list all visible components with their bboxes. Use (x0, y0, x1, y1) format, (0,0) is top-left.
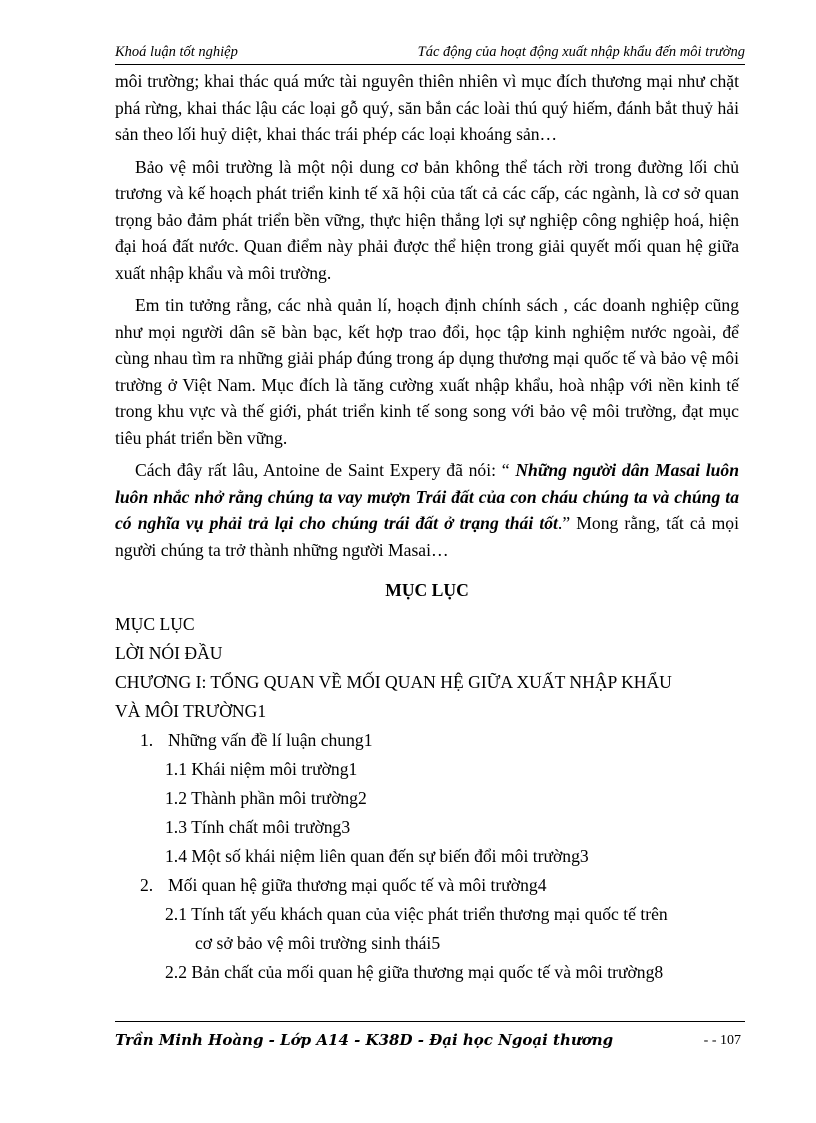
paragraph-3: Em tin tưởng rằng, các nhà quản lí, hoạch định chính sách , các doanh nghiệp cũng như mọi người dân sẽ bàn bạc, kết hợp trao đổi, học tập kinh nghiệm nước ngoài, để cùng nhau tìm ra những giải pháp đúng trong áp dụng thương mại quốc tế và bảo vệ môi trường ở Việt Nam. Mục đích là tăng cường xuất nhập khẩu, hoà nhập với nền kinh tế trong khu vực và thế giới, phát triển kinh tế song song với bảo vệ môi trường, đạt mục tiêu phát triển bền vững. (115, 295, 739, 448)
toc-entry[interactable]: CHƯƠNG I: TỔNG QUAN VỀ MỐI QUAN HỆ GIỮA XUẤT NHẬP KHẨU (115, 672, 672, 692)
paragraph-2: Bảo vệ môi trường là một nội dung cơ bản không thể tách rời trong đường lối chủ trương và kế hoạch phát triển kinh tế xã hội của tất cả các cấp, các ngành, là cơ sở quan trọng bảo đảm phát triển bền vững, thực hiện thắng lợi sự nghiệp công nghiệp hoá, hiện đại hoá đất nước. Quan điểm này phải được thể hiện trong giải quyết mối quan hệ giữa xuất nhập khẩu và môi trường. (115, 156, 739, 283)
toc-entry[interactable]: 1.2 Thành phần môi trường2 (165, 788, 367, 808)
page-number: - - 107 (703, 1033, 741, 1048)
toc-entry[interactable]: 1.1 Khái niệm môi trường1 (165, 759, 358, 779)
toc-entry[interactable] (115, 726, 745, 755)
toc-entry[interactable]: MỤC LỤC (115, 614, 195, 634)
page-footer (115, 1021, 745, 1048)
toc-entry[interactable]: 1.3 Tính chất môi trường3 (165, 817, 351, 837)
header-left-title: Khoá luận tốt nghiệp (115, 44, 238, 60)
toc-entry[interactable]: 2.1 Tính tất yếu khách quan của việc phát triển thương mại quốc tế trên (165, 904, 668, 924)
toc-entry-number: 1. (140, 730, 154, 750)
toc-entry[interactable]: VÀ MÔI TRƯỜNG1 (115, 701, 267, 721)
toc-entry-text: Mối quan hệ giữa thương mại quốc tế và môi trường4 (168, 875, 547, 895)
header-right-title: Tác động của hoạt động xuất nhập khẩu đến môi trường (417, 44, 745, 60)
toc-entry[interactable]: cơ sở bảo vệ môi trường sinh thái5 (195, 933, 441, 953)
toc-entry-text: Những vấn đề lí luận chung1 (168, 730, 373, 750)
paragraph-1: môi trường; khai thác quá mức tài nguyên thiên nhiên vì mục đích thương mại như chặt phá rừng, khai thác lậu các loại gỗ quý, săn bắn các loài thú quý hiếm, đánh bắt thuỷ hải sản theo lối huỷ diệt, khai thác trái phép các loại khoáng sản… (115, 71, 739, 144)
table-of-contents (115, 610, 745, 987)
toc-entry-number: 2. (140, 875, 154, 895)
paragraph-4 (115, 457, 739, 563)
footer-author: Trần Minh Hoàng - Lớp A14 - K38D - Đại học Ngoại thương (115, 1031, 614, 1049)
paragraph-4-lead: Cách đây rất lâu, Antoine de Saint Expery đã nói: “ (135, 460, 510, 480)
toc-entry[interactable]: 1.4 Một số khái niệm liên quan đến sự biến đổi môi trường3 (165, 846, 589, 866)
toc-title: MỤC LỤC (385, 580, 469, 600)
toc-entry[interactable]: 2.2 Bản chất của mối quan hệ giữa thương mại quốc tế và môi trường8 (165, 962, 664, 982)
body-text (115, 68, 739, 569)
toc-entry[interactable] (115, 871, 745, 900)
toc-entry[interactable]: LỜI NÓI ĐẦU (115, 643, 223, 663)
page-header (115, 44, 745, 65)
quote: Những người dân Masai luôn luôn nhắc nhở rằng chúng ta vay mượn Trái đất của con cháu chúng ta và chúng ta có nghĩa vụ phải trả lại cho chúng trái đất ở trạng thái tốt (115, 460, 739, 533)
paragraph-4-tail: .” Mong rằng, tất cả mọi người chúng ta trở thành những người Masai… (115, 513, 739, 560)
